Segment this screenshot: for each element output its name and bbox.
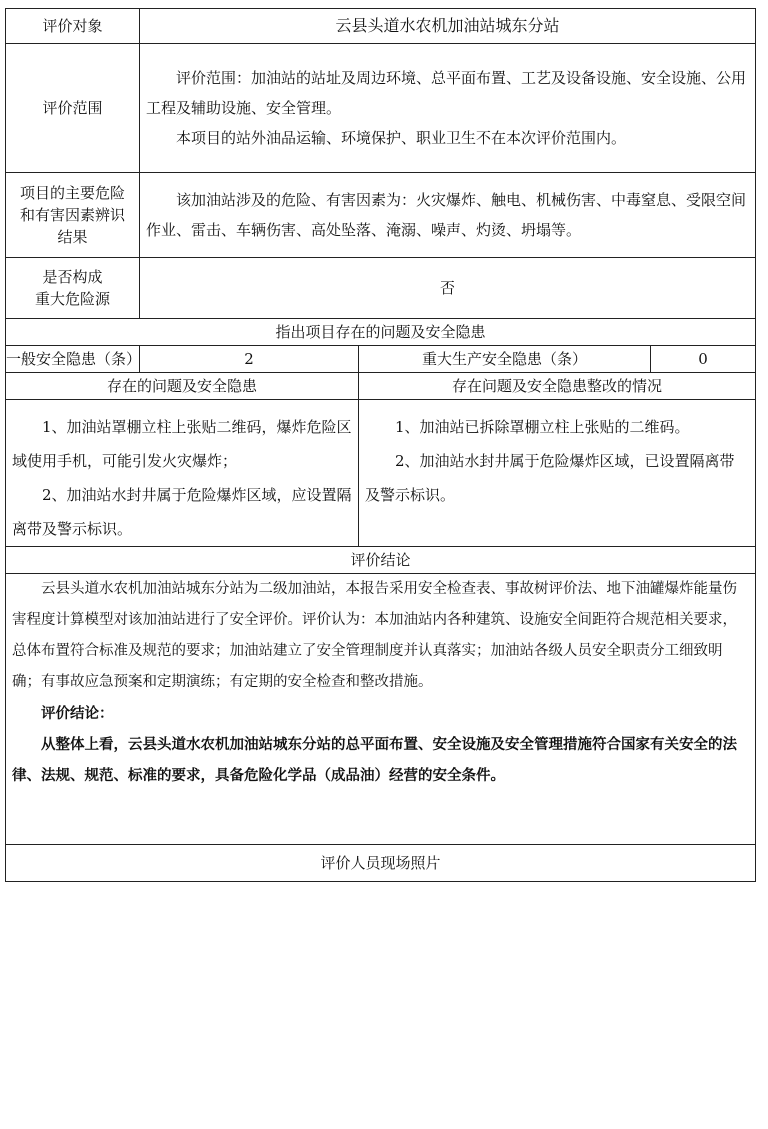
issue-item: 2、加油站水封井属于危险爆炸区域，应设置隔离带及警示标识。 bbox=[12, 486, 352, 538]
subject-label: 评价对象 bbox=[6, 9, 140, 44]
conclusion-sub-label: 评价结论： bbox=[41, 705, 114, 722]
scope-label: 评价范围 bbox=[6, 44, 140, 173]
hazard-row bbox=[6, 173, 756, 258]
major-issue-count: 0 bbox=[651, 346, 756, 373]
major-issue-label: 重大生产安全隐患（条） bbox=[359, 346, 651, 373]
rectification-list bbox=[359, 400, 756, 547]
photo-row bbox=[6, 845, 756, 882]
general-hazard-count: 2 bbox=[140, 346, 359, 373]
issues-column-header: 存在的问题及安全隐患 bbox=[6, 373, 359, 400]
rectification-column-header: 存在问题及安全隐患整改的情况 bbox=[359, 373, 756, 400]
conclusion-body: 云县头道水农机加油站城东分站为二级加油站，本报告采用安全检查表、事故树评价法、地下油罐爆炸能量伤害程度计算模型对该加油站进行了安全评价。评价认为：本加油站内各种建筑、设施安全间距符合规范相关要求，总体布置符合标准及规范的要求；加油站建立了安全管理制度并认真落实；加油站各级人员安全职责分工细致明确；有事故应急预案和定期演练；有定期的安全检查和整改措施。 bbox=[12, 581, 737, 690]
scope-row bbox=[6, 44, 756, 173]
evaluation-summary-table bbox=[5, 8, 756, 882]
issue-item: 1、加油站罩棚立柱上张贴二维码，爆炸危险区域使用手机，可能引发火灾爆炸； bbox=[12, 418, 352, 470]
conclusion-row bbox=[6, 574, 756, 845]
hazard-label: 项目的主要危险和有害因素辨识结果 bbox=[6, 173, 140, 258]
major-hazard-value: 否 bbox=[140, 258, 756, 319]
rectification-item: 1、加油站已拆除罩棚立柱上张贴的二维码。 bbox=[395, 418, 690, 436]
conclusion-title: 评价结论 bbox=[6, 547, 756, 574]
hazard-text: 该加油站涉及的危险、有害因素为：火灾爆炸、触电、机械伤害、中毒窒息、受限空间作业、雷击、车辆伤害、高处坠落、淹溺、噪声、灼烫、坍塌等。 bbox=[146, 191, 747, 239]
conclusion-content bbox=[6, 574, 756, 845]
subject-value: 云县头道水农机加油站城东分站 bbox=[140, 9, 756, 44]
issues-detail-row bbox=[6, 400, 756, 547]
issue-columns-row bbox=[6, 373, 756, 400]
conclusion-final: 从整体上看，云县头道水农机加油站城东分站的总平面布置、安全设施及安全管理措施符合国家有关安全的法律、法规、规范、标准的要求，具备危险化学品（成品油）经营的安全条件。 bbox=[12, 736, 737, 784]
photo-title: 评价人员现场照片 bbox=[6, 845, 756, 882]
major-hazard-label-line1: 是否构成 bbox=[42, 268, 103, 286]
major-hazard-row bbox=[6, 258, 756, 319]
conclusion-title-row bbox=[6, 547, 756, 574]
scope-content bbox=[140, 44, 756, 173]
rectification-item: 2、加油站水封井属于危险爆炸区域，已设置隔离带及警示标识。 bbox=[365, 452, 735, 504]
scope-paragraph-1: 评价范围：加油站的站址及周边环境、总平面布置、工艺及设备设施、安全设施、公用工程及辅助设施、安全管理。 bbox=[146, 69, 747, 117]
subject-row bbox=[6, 9, 756, 44]
hazard-content bbox=[140, 173, 756, 258]
issues-list bbox=[6, 400, 359, 547]
major-hazard-label-line2: 重大危险源 bbox=[34, 290, 110, 308]
major-hazard-label bbox=[6, 258, 140, 319]
issue-count-row bbox=[6, 346, 756, 373]
scope-paragraph-2: 本项目的站外油品运输、环境保护、职业卫生不在本次评价范围内。 bbox=[176, 129, 627, 147]
general-hazard-label: 一般安全隐患（条） bbox=[6, 346, 140, 373]
issues-title-row bbox=[6, 319, 756, 346]
issues-section-title: 指出项目存在的问题及安全隐患 bbox=[6, 319, 756, 346]
